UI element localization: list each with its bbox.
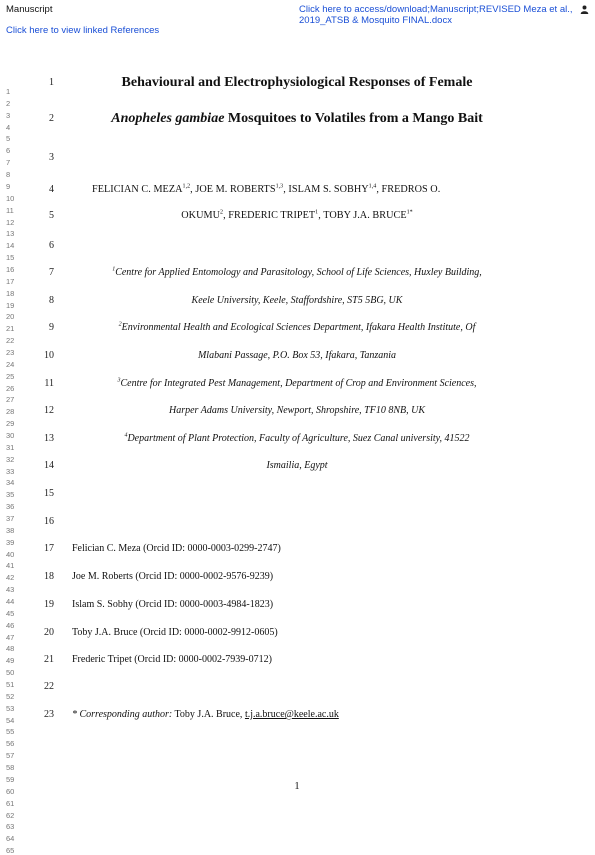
corresponding-email-link[interactable]: t.j.a.bruce@keele.ac.uk: [244, 709, 339, 720]
gutter-line-number: 2: [6, 98, 11, 108]
view-references-link[interactable]: Click here to view linked References: [6, 25, 160, 36]
affiliation-sup: 4: [124, 432, 128, 439]
gutter-line-number: 61: [6, 798, 15, 808]
gutter-line-number: 58: [6, 763, 15, 772]
corresponding-author: [72, 709, 339, 721]
orcid-roberts: Joe M. Roberts (Orcid ID: 0000-0002-9576-9239): [72, 571, 274, 582]
line-number: 16: [44, 516, 54, 527]
author-name: , FREDROS O.: [376, 184, 441, 195]
line-number: 6: [49, 240, 54, 251]
gutter-line-number: 63: [6, 822, 15, 832]
gutter-line-number: 43: [6, 585, 15, 595]
gutter-line-number: 50: [6, 668, 15, 678]
line-number: 5: [49, 210, 54, 221]
line-number: 13: [44, 433, 54, 444]
gutter-line-number: 42: [6, 573, 15, 583]
affiliation-4-line-1: [62, 433, 532, 445]
author-affiliation-sup: 1,3: [275, 183, 284, 190]
author-name: OKUMU: [181, 210, 221, 221]
author-affiliation-sup: 1*: [406, 209, 413, 216]
author-name: FELICIAN C. MEZA: [92, 184, 183, 195]
gutter-line-number: 37: [6, 514, 15, 523]
gutter-line-number: 48: [6, 644, 15, 654]
line-number: 22: [44, 681, 54, 692]
gutter-line-number: 20: [6, 312, 15, 322]
gutter-line-number: 38: [6, 525, 15, 535]
gutter-line-number: 13: [6, 229, 15, 239]
orcid-bruce: Toby J.A. Bruce (Orcid ID: 0000-0002-9912-0605): [72, 627, 278, 638]
gutter-line-number: 6: [6, 146, 11, 156]
gutter-line-number: 31: [6, 442, 15, 452]
author-affiliation-sup: 1,4: [368, 183, 377, 190]
authors-line-2: [62, 210, 532, 222]
affiliation-text: Centre for Integrated Pest Management, Department of Crop and Environment Sciences,: [120, 378, 477, 389]
title-line-2-rest: Mosquitoes to Volatiles from a Mango Bait: [224, 111, 483, 126]
gutter-line-number: 54: [6, 715, 15, 725]
gutter-line-number: 55: [6, 727, 15, 737]
line-number: 10: [44, 350, 54, 361]
affiliation-3-line-2: Harper Adams University, Newport, Shropshire, TF10 8NB, UK: [168, 405, 426, 416]
gutter-line-number: 1: [6, 87, 11, 96]
gutter-line-number: 18: [6, 288, 15, 298]
gutter-line-number: 41: [6, 561, 15, 571]
gutter-line-number: 65: [6, 846, 15, 855]
gutter-line-number: 40: [6, 549, 15, 559]
line-number: 8: [49, 295, 54, 306]
affiliation-text: Centre for Applied Entomology and Parasitology, School of Life Sciences, Huxley Building,: [115, 267, 482, 278]
gutter-line-number: 45: [6, 608, 15, 618]
affiliation-text: Department of Plant Protection, Faculty of Agriculture, Suez Canal university, 41522: [127, 433, 470, 444]
orcid-sobhy: Islam S. Sobhy (Orcid ID: 0000-0003-4984-1823): [72, 599, 274, 610]
gutter-line-number: 16: [6, 264, 15, 274]
author-name: , JOE M. ROBERTS: [190, 184, 276, 195]
line-number: 12: [44, 405, 54, 416]
gutter-line-number: 46: [6, 620, 15, 630]
author-affiliation-sup: 1,2: [182, 183, 191, 190]
gutter-line-number: 33: [6, 466, 15, 476]
gutter-line-number: 8: [6, 170, 11, 179]
affiliation-text: Environmental Health and Ecological Sciences Department, Ifakara Health Institute, Of: [121, 322, 476, 333]
gutter-line-number: 51: [6, 680, 15, 689]
line-number: 15: [44, 488, 54, 499]
gutter-line-number: 5: [6, 134, 11, 144]
affiliation-1-line-1: [62, 267, 532, 279]
title-line-2: [62, 111, 532, 127]
line-number: 11: [44, 378, 54, 389]
gutter-line-number: 29: [6, 419, 15, 429]
gutter-line-number: 52: [6, 691, 15, 701]
line-number: 7: [49, 267, 54, 278]
gutter-line-number: 22: [6, 336, 15, 346]
gutter-line-number: 4: [6, 122, 11, 132]
affiliation-sup: 3: [117, 377, 121, 384]
gutter-line-number: 32: [6, 454, 15, 464]
gutter-line-number: 47: [6, 632, 15, 642]
gutter-line-number: 49: [6, 656, 15, 666]
line-number: 19: [44, 599, 54, 610]
gutter-line-number: 26: [6, 383, 15, 393]
authors-line-1: [92, 184, 440, 196]
download-manuscript-link[interactable]: Click here to access/download;Manuscript;REVISED Meza et al., 2019_ATSB & Mosquito FINAL.docx: [299, 4, 573, 26]
gutter-line-number: 9: [6, 181, 11, 191]
gutter-line-number: 10: [6, 193, 15, 203]
gutter-line-number: 27: [6, 395, 15, 405]
orcid-meza: Felician C. Meza (Orcid ID: 0000-0003-0299-2747): [72, 543, 281, 554]
affiliation-3-line-1: [62, 378, 532, 390]
gutter-line-number: 30: [6, 430, 15, 440]
gutter-line-number: 34: [6, 478, 15, 488]
affiliation-2-line-2: Mlabani Passage, P.O. Box 53, Ifakara, Tanzania: [197, 350, 397, 361]
gutter-line-number: 36: [6, 502, 15, 512]
affiliation-sup: 2: [118, 321, 122, 328]
gutter-line-number: 53: [6, 703, 15, 713]
line-number: 23: [44, 709, 54, 720]
gutter-line-number: 19: [6, 300, 15, 310]
gutter-line-number: 15: [6, 253, 15, 262]
line-number: 3: [49, 152, 54, 163]
author-name: , ISLAM S. SOBHY: [283, 184, 369, 195]
author-affiliation-sup: 1: [315, 209, 319, 216]
person-icon[interactable]: [580, 5, 589, 14]
author-name: , FREDERIC TRIPET: [223, 210, 316, 221]
line-number: 14: [44, 460, 54, 471]
gutter-line-number: 14: [6, 241, 15, 251]
gutter-line-number: 17: [6, 276, 15, 286]
page-number: 1: [294, 781, 300, 792]
gutter-line-number: 3: [6, 110, 11, 120]
author-affiliation-sup: 2: [220, 209, 224, 216]
title-line-1: Behavioural and Electrophysiological Responses of Female: [121, 75, 473, 90]
gutter-line-number: 35: [6, 490, 15, 500]
corresponding-label: * Corresponding author:: [72, 709, 173, 720]
gutter-line-number: 25: [6, 371, 15, 381]
gutter-line-number: 62: [6, 810, 15, 820]
line-number: 21: [44, 654, 54, 665]
corresponding-name: Toby J.A. Bruce,: [172, 709, 245, 720]
line-number: 2: [49, 113, 54, 124]
affiliation-1-line-2: Keele University, Keele, Staffordshire, ST5 5BG, UK: [191, 295, 403, 306]
gutter-line-number: 24: [6, 359, 15, 369]
line-number: 4: [49, 184, 54, 195]
gutter-line-number: 60: [6, 786, 15, 796]
gutter-line-number: 12: [6, 217, 15, 227]
gutter-line-number: 57: [6, 751, 15, 761]
gutter-line-number: 21: [6, 324, 15, 334]
gutter-line-number: 44: [6, 597, 15, 606]
affiliation-2-line-1: [62, 322, 532, 334]
line-number: 9: [49, 322, 54, 333]
gutter-line-number: 28: [6, 407, 15, 417]
gutter-line-number: 56: [6, 739, 15, 749]
affiliation-sup: 1: [112, 266, 116, 273]
gutter-line-number: 7: [6, 158, 11, 168]
affiliation-4-line-2: Ismailia, Egypt: [266, 460, 328, 471]
gutter-line-number: 64: [6, 834, 15, 844]
gutter-line-number: 23: [6, 347, 15, 357]
line-number: 17: [44, 543, 54, 554]
author-name: , TOBY J.A. BRUCE: [318, 210, 407, 221]
line-number: 1: [49, 77, 54, 88]
line-number: 20: [44, 627, 54, 638]
line-number: 18: [44, 571, 54, 582]
species-name: Anopheles gambiae: [111, 111, 225, 126]
gutter-line-number: 59: [6, 774, 15, 784]
manuscript-label: Manuscript: [6, 4, 53, 15]
gutter-line-number: 11: [6, 205, 14, 215]
gutter-line-number: 39: [6, 537, 15, 547]
orcid-tripet: Frederic Tripet (Orcid ID: 0000-0002-7939-0712): [72, 654, 272, 665]
